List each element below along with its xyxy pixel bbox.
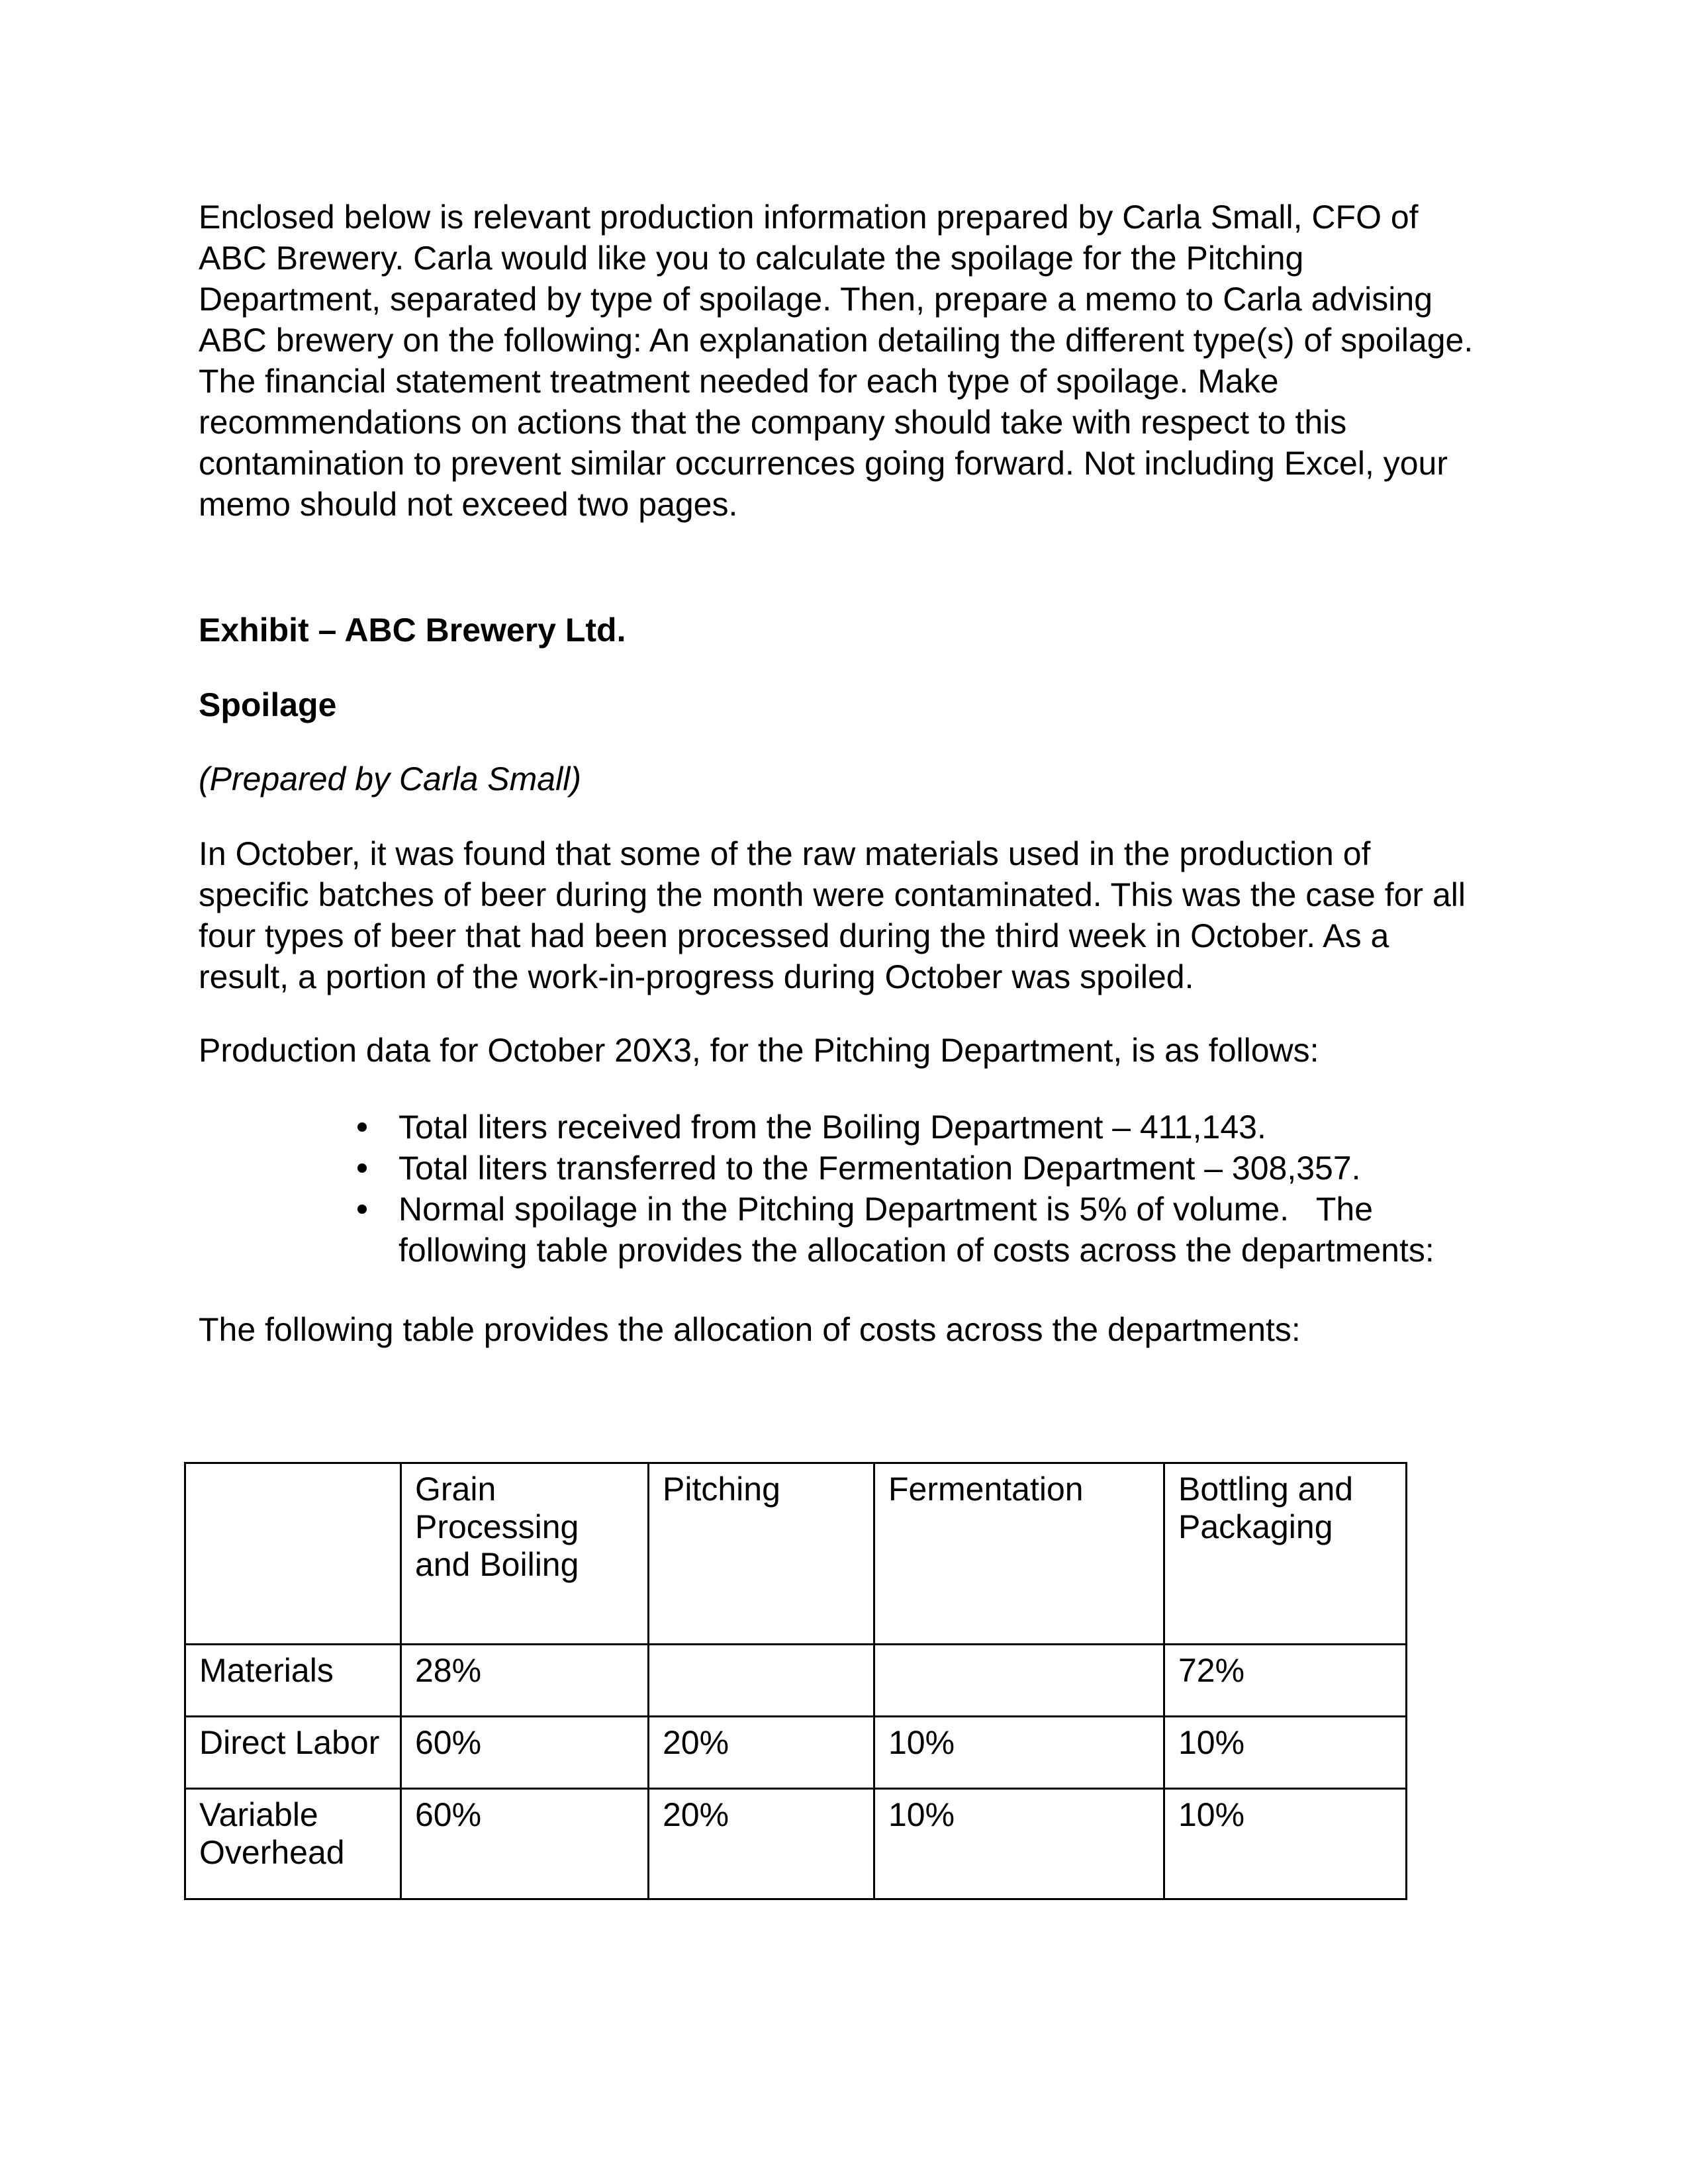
header-text: Bottling and [1178,1471,1354,1508]
exhibit-subtitle: Spoilage [199,686,337,723]
background-line: specific batches of beer during the month were contaminated. This was the case for all [199,876,1466,913]
table-cell [649,1645,874,1717]
table-cell: 72% [1164,1645,1407,1717]
row-label [185,1717,401,1789]
header-cell-grain-processing-boiling [401,1463,649,1645]
table-row-direct-labor [185,1717,1407,1789]
intro-line: Enclosed below is relevant production information prepared by Carla Small, CFO of [199,199,1419,236]
header-cell-pitching [649,1463,874,1645]
header-text: Pitching [663,1471,780,1508]
bullet-item [357,1189,1434,1271]
table-cell: 60% [401,1789,649,1899]
bullet-text: Total liters received from the Boiling Department – 411,143. [399,1109,1266,1146]
row-label [185,1645,401,1717]
header-text: Grain [415,1471,496,1508]
header-cell-bottling-packaging [1164,1463,1407,1645]
bullet-text-continuation: following table provides the allocation of costs across the departments: [399,1232,1434,1269]
bullet-icon [357,1205,367,1214]
exhibit-title: Exhibit – ABC Brewery Ltd. [199,612,626,649]
header-text: and Boiling [415,1546,579,1583]
intro-line: memo should not exceed two pages. [199,486,738,523]
intro-line: ABC brewery on the following: An explanation detailing the different type(s) of spoilage. [199,322,1474,359]
bullet-item [357,1148,1434,1189]
intro-line: ABC Brewery. Carla would like you to calculate the spoilage for the Pitching [199,240,1304,277]
background-line: four types of beer that had been processed during the third week in October. As a [199,917,1389,954]
table-cell: 10% [874,1789,1164,1899]
prepared-by-note: (Prepared by Carla Small) [199,760,581,797]
table-header-row [185,1463,1407,1645]
table-cell: 60% [401,1717,649,1789]
table-cell [874,1645,1164,1717]
cost-allocation-table [184,1462,1407,1900]
header-cell-fermentation [874,1463,1164,1645]
background-line: result, a portion of the work-in-progress during October was spoiled. [199,958,1194,995]
table-row-variable-overhead [185,1789,1407,1899]
header-text: Fermentation [888,1471,1084,1508]
header-text: Processing [415,1508,579,1545]
table-row-materials [185,1645,1407,1717]
table-cell: 28% [401,1645,649,1717]
bullet-text: Total liters transferred to the Fermentation Department – 308,357. [399,1150,1361,1187]
intro-line: Department, separated by type of spoilage. Then, prepare a memo to Carla advising [199,281,1433,318]
intro-line: The financial statement treatment needed for each type of spoilage. Make [199,363,1279,400]
header-text: Packaging [1178,1508,1333,1545]
intro-line: recommendations on actions that the company should take with respect to this [199,404,1347,441]
row-label-text: Direct Labor [199,1724,380,1761]
row-label-text: Variable [199,1796,318,1833]
intro-line: contamination to prevent similar occurrences going forward. Not including Excel, your [199,445,1448,482]
row-label-text: Materials [199,1652,334,1689]
row-label-text: Overhead [199,1834,345,1871]
table-cell: 10% [1164,1717,1407,1789]
production-intro: Production data for October 20X3, for the Pitching Department, is as follows: [199,1032,1319,1069]
bullet-icon [357,1122,367,1132]
table-cell: 20% [649,1789,874,1899]
production-bullet-list [357,1107,1434,1271]
background-line: In October, it was found that some of the raw materials used in the production of [199,835,1371,872]
header-cell-empty [185,1463,401,1645]
bullet-item [357,1107,1434,1148]
intro-paragraph [199,197,1496,525]
bullet-icon [357,1163,367,1173]
table-cell: 20% [649,1717,874,1789]
table-cell: 10% [874,1717,1164,1789]
table-intro: The following table provides the allocation of costs across the departments: [199,1311,1301,1348]
table-cell: 10% [1164,1789,1407,1899]
row-label [185,1789,401,1899]
bullet-text: Normal spoilage in the Pitching Department is 5% of volume. The [399,1191,1374,1228]
background-paragraph [199,833,1496,997]
